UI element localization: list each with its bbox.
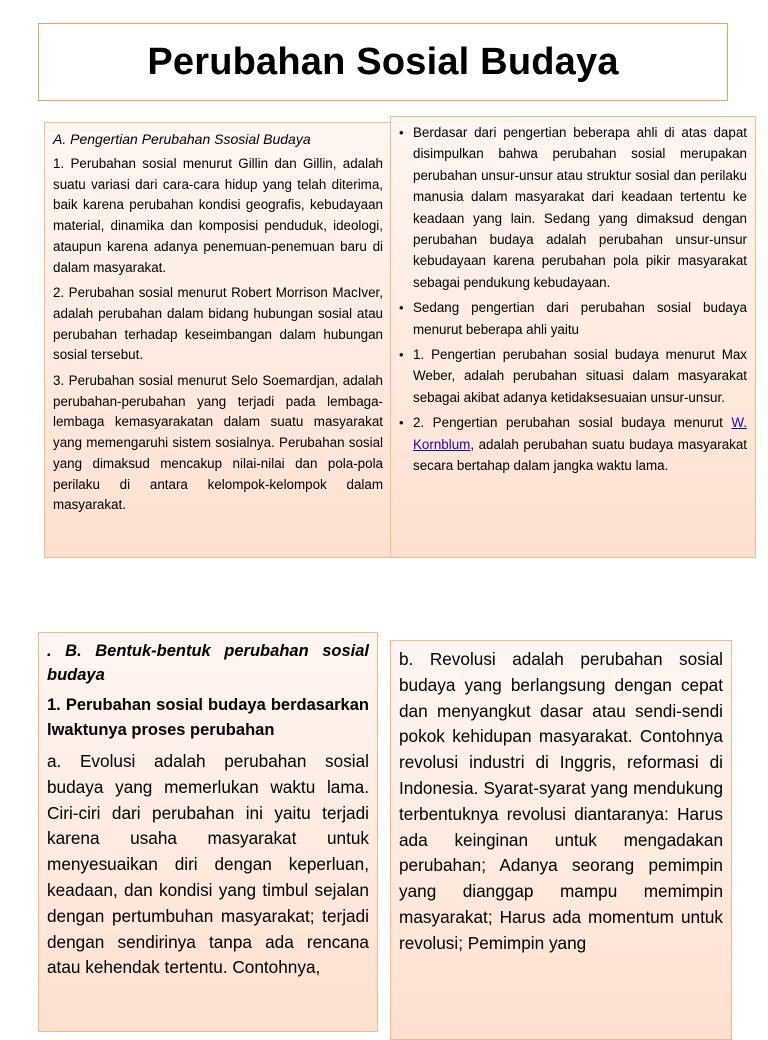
section-a-heading: A. Pengertian Perubahan Ssosial Budaya: [53, 131, 311, 147]
page-title: Perubahan Sosial Budaya: [147, 40, 619, 83]
bullet-icon: •: [399, 300, 404, 316]
bullet-icon: •: [399, 347, 404, 363]
definition-soemardjan: 3. Perubahan sosial menurut Selo Soemardjan, adalah perubahan-perubahan yang terjadi pada lembaga-lembaga kemasyarakatan dalam suatu masyarakat yang memengaruhi sistem sosialnya. Perubahan sosial yang dimaksud mencakup nilai-nilai dan pola-pola perilaku di antara kelompok-kelompok dalam masyarakat.: [53, 373, 383, 513]
revolution-panel: [390, 640, 732, 1040]
conclusion-text: Berdasar dari pengertian beberapa ahli di atas dapat disimpulkan bahwa perubahan sosial merupakan perubahan unsur-unsur atau struktur sosial dan perilaku manusia dalam masyarakat dari keadaan tertentu ke keadaan yang lain. Sedang yang dimaksud dengan perubahan budaya adalah perubahan unsur-unsur kebudayaan karena perubahan pola pikir masyarakat sebagai pendukung kebudayaan.: [413, 125, 747, 290]
definition-kornblum-before: 2. Pengertian perubahan sosial budaya menurut: [413, 415, 732, 431]
bullet-icon: •: [399, 415, 404, 431]
section-b-subheading: 1. Perubahan sosial budaya berdasarkan lwaktunya proses perubahan: [47, 696, 369, 739]
list-item: [397, 412, 747, 476]
section-b-heading: . B. Bentuk-bentuk perubahan sosial budaya: [47, 642, 369, 684]
definition-weber: 1. Pengertian perubahan sosial budaya menurut Max Weber, adalah perubahan situasi dalam masyarakat sebagai akibat adanya ketidaksesuaian unsur-unsur.: [413, 347, 747, 405]
definition-panel: [44, 122, 392, 558]
intro-text: Sedang pengertian dari perubahan sosial budaya menurut beberapa ahli yaitu: [413, 300, 747, 337]
forms-panel: [38, 632, 378, 1032]
definition-maciver: 2. Perubahan sosial menurut Robert Morrison MacIver, adalah perubahan dalam bidang hubungan sosial atau perubahan terhadap keseimbangan dalam hubungan sosial tersebut.: [53, 285, 383, 363]
list-item: [397, 297, 747, 340]
evolusi-text: a. Evolusi adalah perubahan sosial budaya yang memerlukan waktu lama. Ciri-ciri dari perubahan ini yaitu terjadi karena usaha masyarakat untuk menyesuaikan diri dengan keperluan, keadaan, dan kondisi yang timbul sejalan dengan pertumbuhan masyarakat; terjadi dengan sendirinya tanpa ada rencana atau kehendak tertentu. Contohnya,: [47, 751, 369, 978]
title-box: [38, 23, 728, 101]
kornblum-link[interactable]: W. Kornblum: [413, 415, 747, 452]
list-item: [397, 122, 747, 293]
bullet-icon: •: [399, 125, 404, 140]
definition-kornblum-after: , adalah perubahan suatu budaya masyarakat secara bertahap dalam jangka waktu lama.: [413, 436, 747, 474]
revolusi-text: b. Revolusi adalah perubahan sosial budaya yang berlangsung dengan cepat dan menyangkut dasar atau sendi-sendi pokok kehidupan masyarakat. Contohnya revolusi industri di Inggris, reformasi di Indonesia. Syarat-syarat yang mendukung terbentuknya revolusi diantaranya: Harus ada keinginan untuk mengadakan perubahan; Adanya seorang pemimpin yang dianggap mampu memimpin masyarakat; Harus ada momentum untuk revolusi; Pemimpin yang: [399, 649, 723, 953]
list-item: [397, 344, 747, 408]
conclusion-list: [397, 122, 747, 477]
definition-gillin: 1. Perubahan sosial menurut Gillin dan Gillin, adalah suatu variasi dari cara-cara hidup yang telah diterima, baik karena perubahan kondisi geografis, kebudayaan material, dinamika dan komposisi penduduk, ideologi, ataupun karena adanya penemuan-penemuan baru di dalam masyarakat.: [53, 156, 383, 275]
conclusion-panel: [390, 116, 756, 558]
